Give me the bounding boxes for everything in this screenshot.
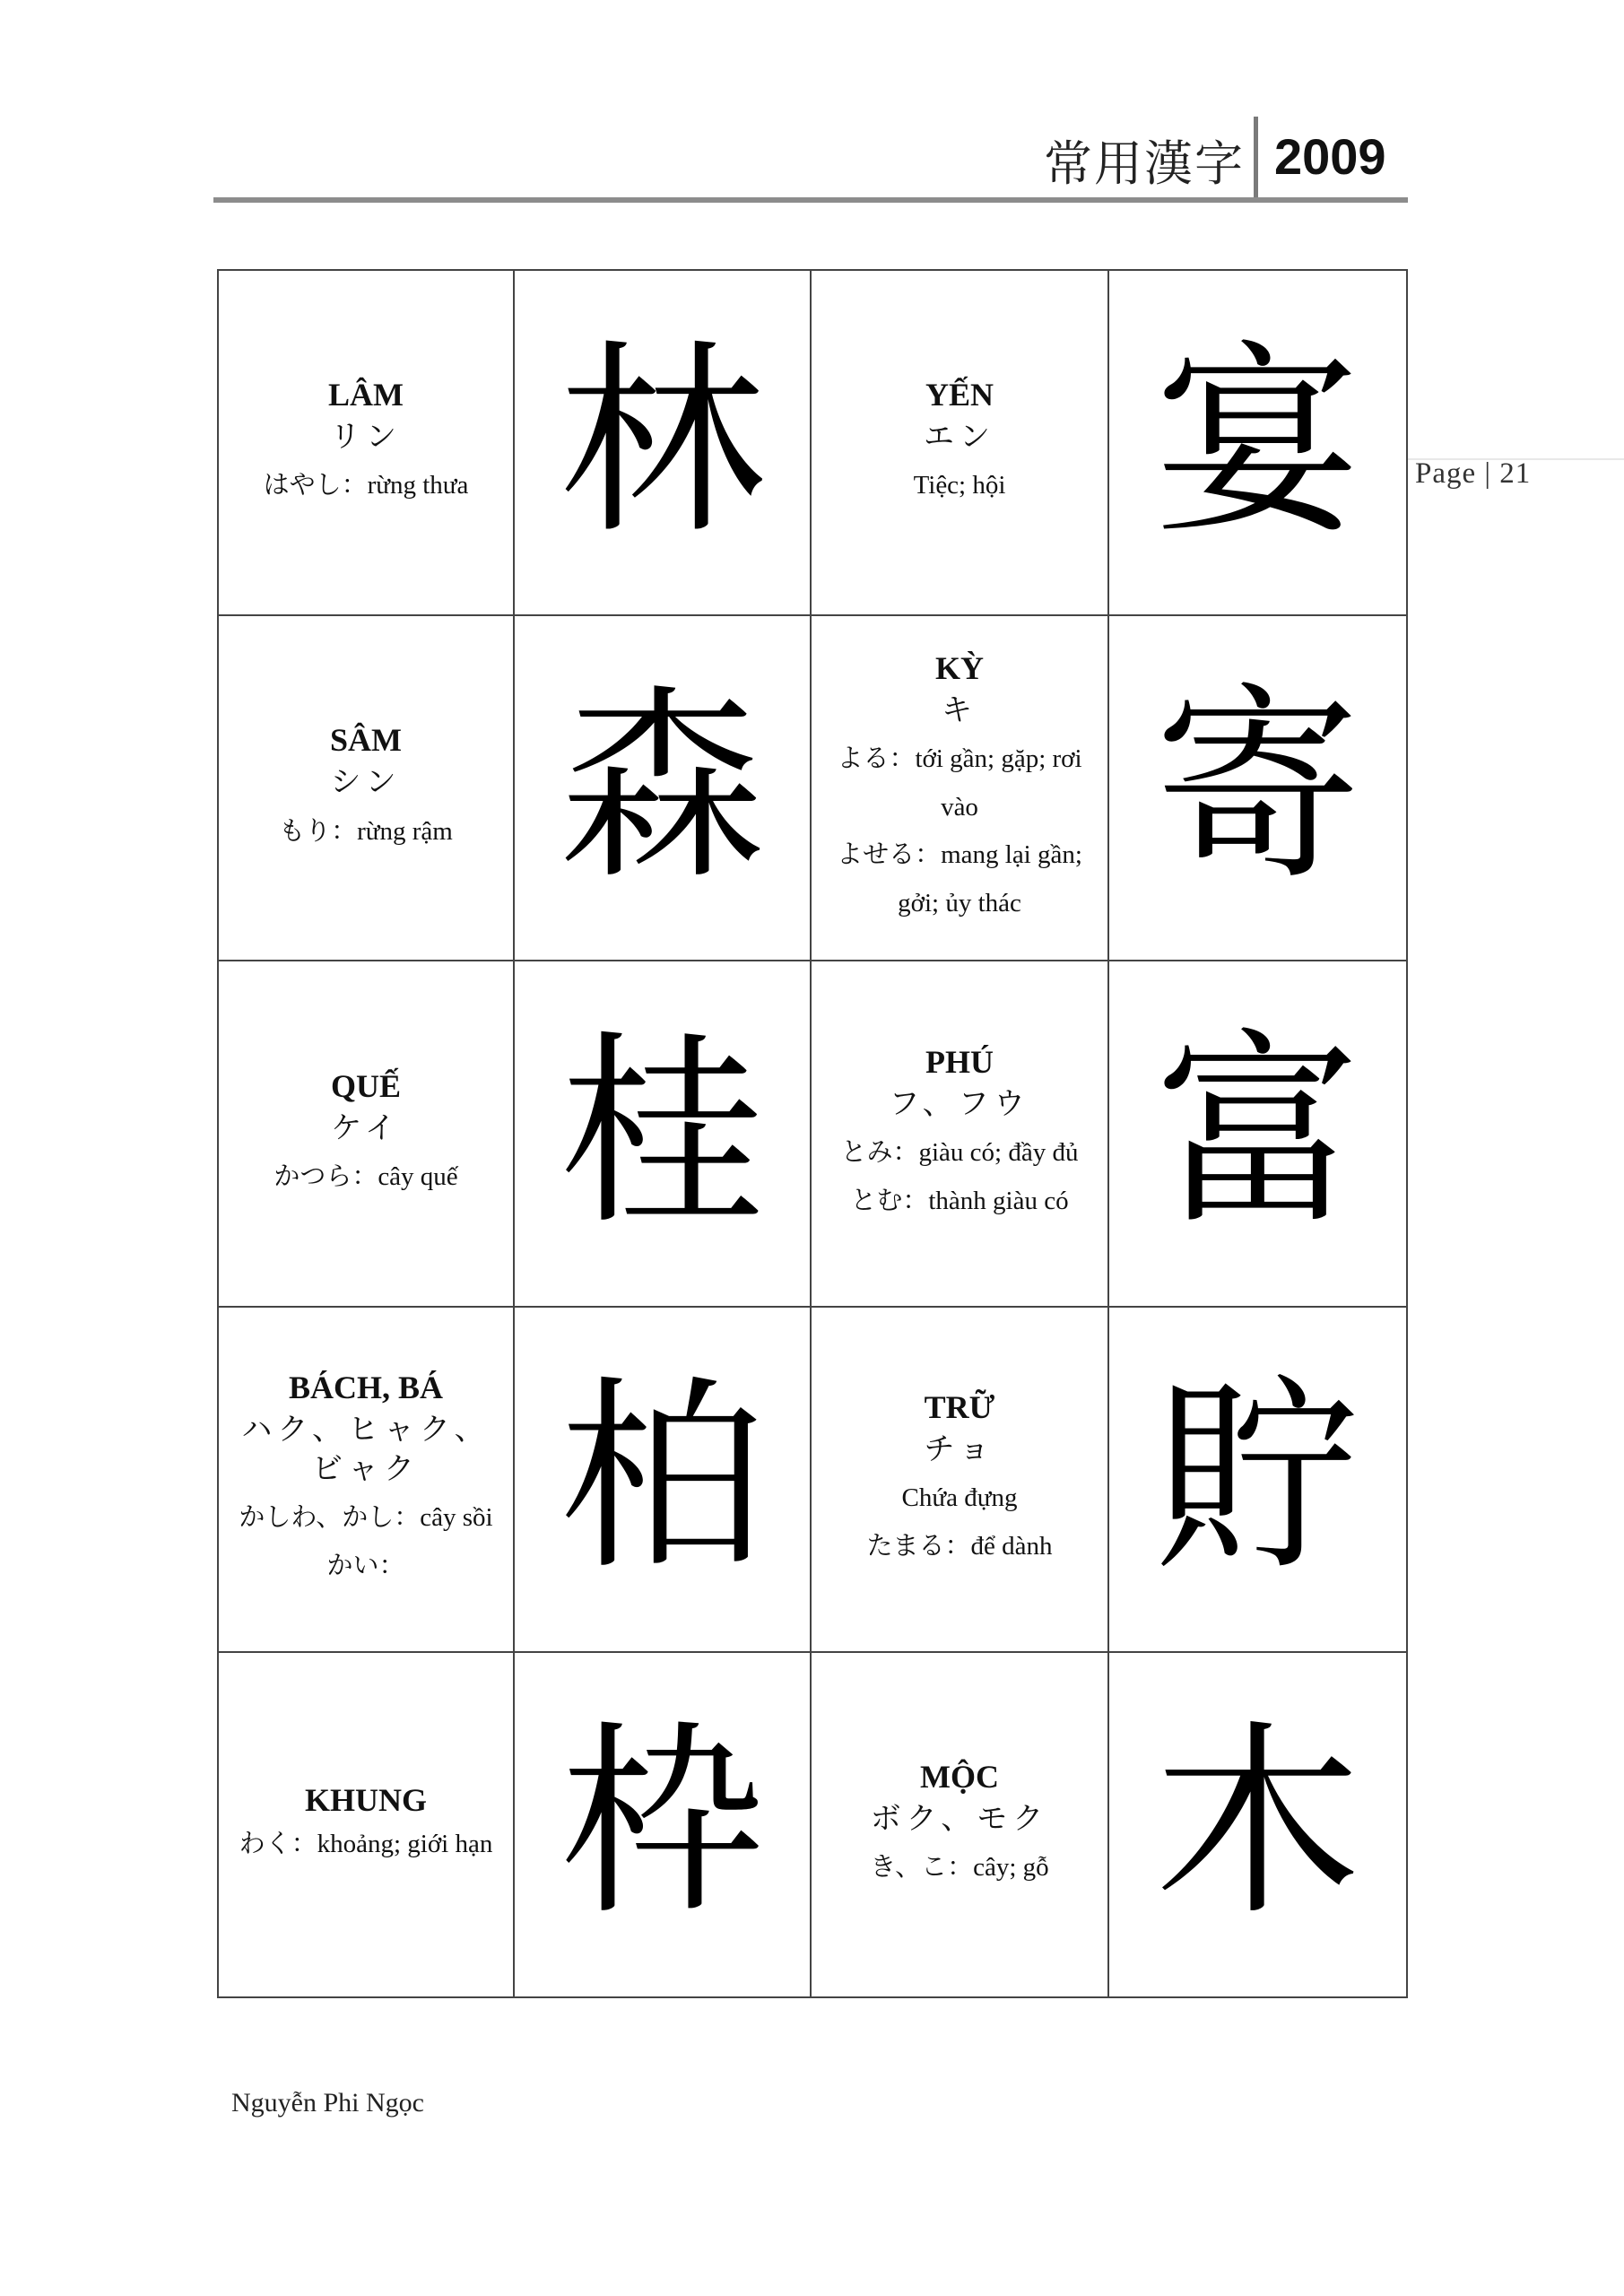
header-title: 常用漢字 xyxy=(1044,135,1245,192)
kanji-character: 柏 xyxy=(514,1307,811,1652)
kanji-character: 森 xyxy=(514,615,811,961)
kanji-meaning: はやし：rừng thưa xyxy=(263,471,469,500)
kanji-character: 寄 xyxy=(1108,615,1407,961)
page-number: Page | 21 xyxy=(1415,457,1532,490)
kanji-meaning: き、こ：cây; gỗ xyxy=(870,1853,1049,1883)
header-rule xyxy=(213,197,1408,203)
kanji-info-cell xyxy=(811,1307,1108,1652)
kanji-onyomi: リン xyxy=(330,419,402,456)
kanji-info-cell xyxy=(218,615,514,961)
kanji-row xyxy=(218,1307,1407,1652)
kanji-character: 桂 xyxy=(514,961,811,1306)
kanji-grid xyxy=(217,269,1408,1998)
kanji-character: 貯 xyxy=(1108,1307,1407,1652)
kanji-onyomi: ケイ xyxy=(331,1109,401,1146)
kanji-info-cell xyxy=(218,270,514,615)
kanji-onyomi: シン xyxy=(330,764,402,801)
kanji-meaning: かつら：cây quế xyxy=(274,1161,458,1191)
kanji-row xyxy=(218,961,1407,1306)
kanji-name: SÂM xyxy=(330,722,402,759)
kanji-info-cell xyxy=(811,1652,1108,1997)
kanji-onyomi: フ、フウ xyxy=(889,1085,1030,1122)
kanji-row xyxy=(218,1652,1407,1997)
kanji-onyomi: チョ xyxy=(924,1431,995,1467)
kanji-character: 宴 xyxy=(1108,270,1407,615)
page-header xyxy=(213,117,1408,203)
kanji-onyomi: ボク、モク xyxy=(870,1800,1049,1837)
kanji-name: KỲ xyxy=(935,649,984,686)
kanji-name: BÁCH, BÁ xyxy=(288,1369,444,1405)
kanji-name: YẾN xyxy=(925,377,994,413)
kanji-name: QUẾ xyxy=(330,1067,401,1104)
kanji-meaning: わく：khoảng; giới hạn xyxy=(239,1830,493,1859)
kanji-info-cell xyxy=(811,615,1108,961)
header-year: 2009 xyxy=(1274,128,1386,185)
kanji-meaning: Tiệc; hội xyxy=(913,471,1006,500)
kanji-meaning: よる：tới gần; gặp; rơi vào よせる：mang lại gần; gởi; ủy thác xyxy=(837,744,1082,918)
kanji-info-cell xyxy=(811,961,1108,1306)
kanji-character: 林 xyxy=(514,270,811,615)
kanji-info-cell xyxy=(218,961,514,1306)
kanji-grid-body xyxy=(218,270,1407,1997)
kanji-character: 富 xyxy=(1108,961,1407,1306)
author-name: Nguyễn Phi Ngọc xyxy=(231,2088,424,2118)
kanji-onyomi: ハク、ヒャク、ビャク xyxy=(241,1411,491,1488)
kanji-row xyxy=(218,270,1407,615)
kanji-name: TRỮ xyxy=(924,1388,995,1425)
kanji-info-cell xyxy=(218,1307,514,1652)
kanji-info-cell xyxy=(218,1652,514,1997)
kanji-character: 木 xyxy=(1108,1652,1407,1997)
kanji-character: 枠 xyxy=(514,1652,811,1997)
kanji-name: KHUNG xyxy=(304,1782,427,1819)
kanji-meaning: とみ：giàu có; đầy đủ とむ：thành giàu có xyxy=(840,1137,1079,1215)
kanji-onyomi: キ xyxy=(942,691,977,728)
kanji-name: MỘC xyxy=(920,1758,999,1795)
kanji-row xyxy=(218,615,1407,961)
kanji-meaning: かしわ、かし：cây sồi かい： xyxy=(239,1503,493,1580)
kanji-meaning: Chứa đựng たまる：để dành xyxy=(866,1483,1053,1561)
kanji-onyomi: エン xyxy=(924,419,995,456)
header-separator xyxy=(1254,117,1258,199)
kanji-name: PHÚ xyxy=(925,1043,994,1080)
kanji-info-cell xyxy=(811,270,1108,615)
kanji-name: LÂM xyxy=(328,377,404,413)
kanji-meaning: もり：rừng rậm xyxy=(279,816,453,846)
